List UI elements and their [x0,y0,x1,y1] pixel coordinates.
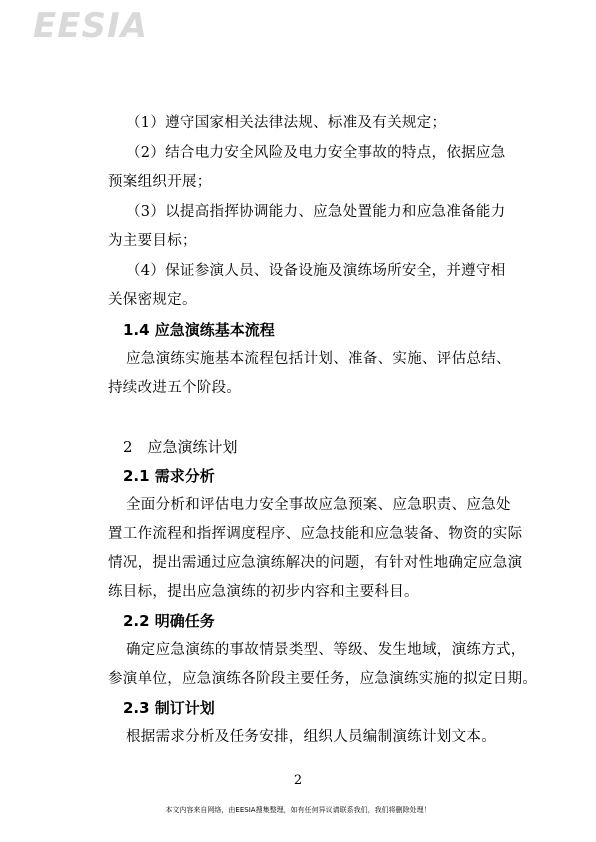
section-heading-2-2: 2.2 明确任务 [123,612,215,630]
footer-notice: 本文内容来自网络，由EESIA搜集整理，如有任何异议请联系我们，我们将删除处理！ [165,806,431,814]
paragraph-line: 为主要目标； [108,233,197,249]
paragraph-line: 持续改进五个阶段。 [108,380,242,396]
paragraph-line: 根据需求分析及任务安排，组织人员编制演练计划文本。 [126,729,496,745]
paragraph-line: 练目标，提出应急演练的初步内容和主要科目。 [108,584,419,600]
paragraph-line: 预案组织开展； [108,174,212,190]
eesia-logo: EESIA [33,6,148,46]
paragraph-line: 全面分析和评估电力安全事故应急预案、应急职责、应急处 [126,497,511,513]
paragraph-line: 置工作流程和指挥调度程序、应急技能和应急装备、物资的实际 [108,526,523,542]
paragraph-line: （3）以提高指挥协调能力、应急处置能力和应急准备能力 [126,204,506,220]
paragraph-line: （2）结合电力安全风险及电力安全事故的特点，依据应急 [126,145,506,161]
paragraph-line: 情况，提出需通过应急演练解决的问题，有针对性地确定应急演 [108,555,523,571]
section-heading-1-4: 1.4 应急演练基本流程 [123,321,275,339]
paragraph-line: （4）保证参演人员、设备设施及演练场所安全，并遵守相 [126,263,506,279]
paragraph-line: 确定应急演练的事故情景类型、等级、发生地域，演练方式， [126,642,526,658]
paragraph-line: 应急演练实施基本流程包括计划、准备、实施、评估总结、 [126,351,511,367]
section-heading-2-3: 2.3 制订计划 [123,699,215,717]
paragraph-line: 参演单位，应急演练各阶段主要任务，应急演练实施的拟定日期。 [108,671,538,687]
section-heading-2: 2 应急演练计划 [123,438,238,456]
paragraph-line: 关保密规定。 [108,292,197,308]
page-number: 2 [293,773,303,788]
section-heading-2-1: 2.1 需求分析 [123,467,215,485]
paragraph-line: （1）遵守国家相关法律法规、标准及有关规定； [126,115,447,131]
